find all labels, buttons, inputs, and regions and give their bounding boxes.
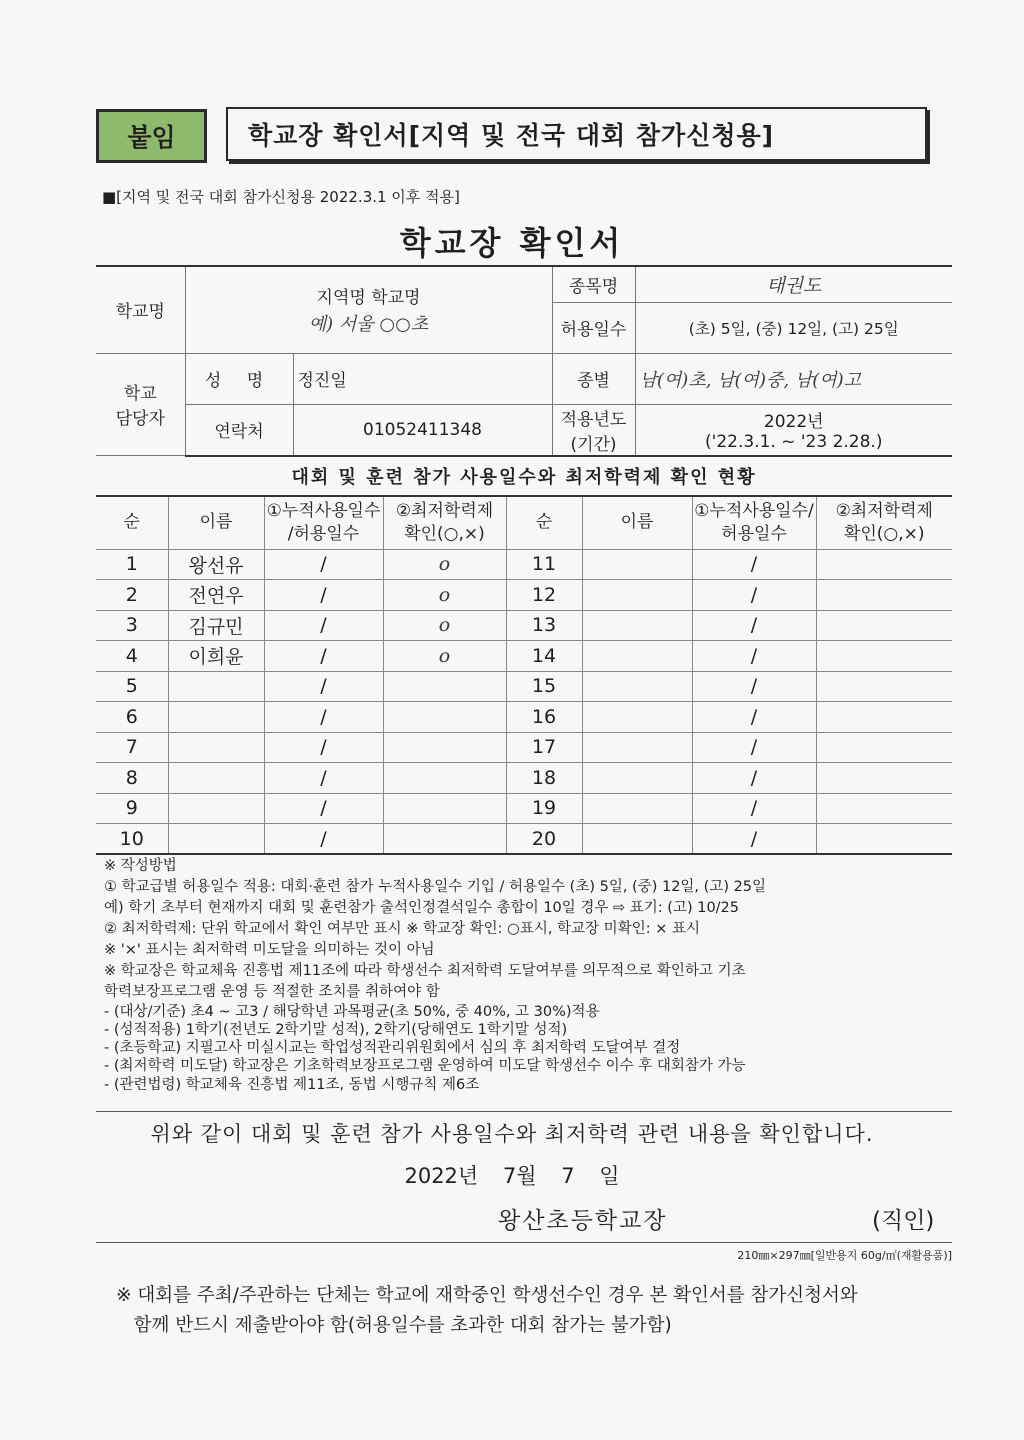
academic-check-right xyxy=(816,732,952,763)
note-line: - (초등학교) 지필고사 미실시교는 학업성적관리위원회에서 심의 후 최저학력 도달여부 결정 xyxy=(104,1040,681,1057)
note-line: ① 학교급별 허용일수 적용: 대회·훈련 참가 누적사용일수 기입 / 허용일수 (초) 5일, (중) 12일, (고) 25일 xyxy=(104,879,767,896)
contact-person-label-1: 학교 xyxy=(123,384,157,405)
table-row xyxy=(96,824,952,855)
academic-check xyxy=(383,671,506,702)
row-number-right: 17 xyxy=(506,732,582,763)
row-number-right: 12 xyxy=(506,580,582,611)
days-used: / xyxy=(264,763,383,794)
student-name-right xyxy=(582,732,692,763)
student-name xyxy=(168,671,264,702)
student-name xyxy=(168,824,264,855)
academic-check-right xyxy=(816,549,952,580)
row-number: 8 xyxy=(96,763,168,794)
paper-size-note: 210㎜×297㎜[일반용지 60g/㎡(재활용품)] xyxy=(737,1249,952,1262)
academic-check-right xyxy=(816,671,952,702)
sport-label: 종목명 xyxy=(552,266,635,302)
col-check-1: ②최저학력제 xyxy=(395,500,494,521)
divider xyxy=(96,1242,952,1243)
contact-person-label xyxy=(96,353,185,456)
table-row xyxy=(96,793,952,824)
academic-check: o xyxy=(383,549,506,580)
col-name: 이름 xyxy=(168,496,264,549)
row-number-right: 15 xyxy=(506,671,582,702)
col-days-right-2: 허용일수 xyxy=(721,523,787,544)
row-number: 6 xyxy=(96,702,168,733)
row-number: 7 xyxy=(96,732,168,763)
student-name xyxy=(168,702,264,733)
days-used: / xyxy=(264,824,383,855)
row-number-right: 14 xyxy=(506,641,582,672)
confirmation-text: 위와 같이 대회 및 훈련 참가 사용일수와 최저학력 관련 내용을 확인합니다. xyxy=(150,1122,874,1146)
page-title: 학교장 확인서 xyxy=(399,224,625,262)
row-number: 9 xyxy=(96,793,168,824)
student-name-right xyxy=(582,549,692,580)
row-number: 10 xyxy=(96,824,168,855)
student-name: 왕선유 xyxy=(168,549,264,580)
academic-check-right xyxy=(816,702,952,733)
note-line: - (관련법령) 학교체육 진흥법 제11조, 동법 시행규칙 제6조 xyxy=(104,1076,480,1093)
info-table xyxy=(96,265,952,457)
contact-person-label-2: 담당자 xyxy=(115,409,165,430)
days-used-right: / xyxy=(692,732,816,763)
days-used-right: / xyxy=(692,824,816,855)
year-cell xyxy=(635,404,952,456)
note-line: - (성적적용) 1학기(전년도 2학기말 성적), 2학기(당해연도 1학기말 성적) xyxy=(104,1022,568,1039)
row-number-right: 19 xyxy=(506,793,582,824)
col-check-2: 확인(○,×) xyxy=(404,523,485,544)
academic-check xyxy=(383,702,506,733)
days-used-right: / xyxy=(692,549,816,580)
academic-check: o xyxy=(383,610,506,641)
student-name-right xyxy=(582,641,692,672)
student-name-right xyxy=(582,671,692,702)
year-label-1: 적용년도 xyxy=(560,409,627,430)
section-title: 대회 및 훈련 참가 사용일수와 최저학력제 확인 현황 xyxy=(291,467,757,488)
phone-value: 01052411348 xyxy=(293,404,552,456)
col-check xyxy=(383,496,506,549)
days-used: / xyxy=(264,732,383,763)
col-name-right: 이름 xyxy=(582,496,692,549)
year-label-2: (기간) xyxy=(570,434,617,455)
days-used-right: / xyxy=(692,763,816,794)
category-value: 남(여)초, 남(여)중, 남(여)고 xyxy=(635,353,952,404)
academic-check xyxy=(383,763,506,794)
year-label xyxy=(552,404,635,456)
academic-check xyxy=(383,824,506,855)
row-number-right: 11 xyxy=(506,549,582,580)
issue-date: 2022년 7월 7 일 xyxy=(404,1164,620,1188)
academic-check-right xyxy=(816,763,952,794)
days-used: / xyxy=(264,580,383,611)
table-row xyxy=(96,702,952,733)
days-used-right: / xyxy=(692,610,816,641)
header-title: 학교장 확인서[지역 및 전국 대회 참가신청용] xyxy=(226,107,927,161)
col-check-right-2: 확인(○,×) xyxy=(843,523,925,544)
col-check-right xyxy=(816,496,952,549)
days-used: / xyxy=(264,549,383,580)
student-name-right xyxy=(582,824,692,855)
period-value: ('22.3.1. ~ '23 2.28.) xyxy=(705,432,883,452)
table-row xyxy=(96,671,952,702)
student-name: 이희윤 xyxy=(168,641,264,672)
status-table xyxy=(96,495,952,855)
col-days xyxy=(264,496,383,549)
school-hint: 지역명 학교명 xyxy=(316,288,421,309)
phone-label: 연락처 xyxy=(185,404,293,456)
footer-line-1: ※ 대회를 주최/주관하는 단체는 학교에 재학중인 학생선수인 경우 본 확인서를 참가신청서와 xyxy=(116,1285,858,1306)
divider xyxy=(96,1111,952,1112)
student-name-right xyxy=(582,580,692,611)
student-name xyxy=(168,793,264,824)
note-line: ※ 작성방법 xyxy=(104,858,177,874)
attachment-badge: 붙임 xyxy=(96,109,207,163)
academic-check: o xyxy=(383,580,506,611)
row-number: 4 xyxy=(96,641,168,672)
footer-note xyxy=(116,1281,946,1340)
allowed-days-value: (초) 5일, (중) 12일, (고) 25일 xyxy=(635,302,952,353)
note-line: 예) 학기 초부터 현재까지 대회 및 훈련참가 출석인정결석일수 총합이 10일 경우 ⇨ 표기: (고) 10/25 xyxy=(104,900,740,917)
row-number: 5 xyxy=(96,671,168,702)
table-row xyxy=(96,763,952,794)
subtitle: ■[지역 및 전국 대회 참가신청용 2022.3.1 이후 적용] xyxy=(102,188,460,206)
days-used-right: / xyxy=(692,702,816,733)
student-name-right xyxy=(582,763,692,794)
days-used-right: / xyxy=(692,580,816,611)
academic-check-right xyxy=(816,824,952,855)
col-check-right-1: ②최저학력제 xyxy=(835,500,933,521)
year-value: 2022년 xyxy=(763,412,824,432)
category-label: 종별 xyxy=(552,353,635,404)
row-number-right: 13 xyxy=(506,610,582,641)
student-name: 전연우 xyxy=(168,580,264,611)
days-used: / xyxy=(264,702,383,733)
school-example: 예) 서울 ○○초 xyxy=(308,314,429,336)
table-row xyxy=(96,641,952,672)
school-label: 학교명 xyxy=(96,266,185,353)
col-days-right-1: ①누적사용일수/ xyxy=(694,500,814,521)
name-label: 성 명 xyxy=(185,353,293,404)
days-used: / xyxy=(264,610,383,641)
note-line: 학력보장프로그램 운영 등 적절한 조치를 취하여야 함 xyxy=(104,984,440,1001)
writing-notes xyxy=(104,856,964,1094)
note-line: ② 최저학력제: 단위 학교에서 확인 여부만 표시 ※ 학교장 확인: ○표시, 학교장 미확인: × 표시 xyxy=(104,921,700,938)
days-used: / xyxy=(264,793,383,824)
academic-check xyxy=(383,793,506,824)
academic-check-right xyxy=(816,610,952,641)
days-used: / xyxy=(264,641,383,672)
col-days-2: /허용일수 xyxy=(287,523,360,544)
table-row xyxy=(96,732,952,763)
row-number-right: 18 xyxy=(506,763,582,794)
student-name xyxy=(168,763,264,794)
table-row xyxy=(96,549,952,580)
student-name-right xyxy=(582,610,692,641)
student-name-right xyxy=(582,793,692,824)
note-line: - (대상/기준) 초4 ~ 고3 / 해당학년 과목평균(초 50%, 중 40%, 고 30%)적용 xyxy=(104,1004,600,1021)
days-used-right: / xyxy=(692,793,816,824)
academic-check-right xyxy=(816,641,952,672)
row-number-right: 20 xyxy=(506,824,582,855)
days-used-right: / xyxy=(692,641,816,672)
col-no-right: 순 xyxy=(506,496,582,549)
note-line: - (최저학력 미도달) 학교장은 기초학력보장프로그램 운영하여 미도달 학생선수 이수 후 대회참가 가능 xyxy=(104,1058,746,1075)
row-number: 2 xyxy=(96,580,168,611)
table-row xyxy=(96,580,952,611)
note-line: ※ 학교장은 학교체육 진흥법 제11조에 따라 학생선수 최저학력 도달여부를 의무적으로 확인하고 기초 xyxy=(104,963,746,980)
student-name xyxy=(168,732,264,763)
academic-check xyxy=(383,732,506,763)
academic-check-right xyxy=(816,793,952,824)
footer-line-2: 함께 반드시 제출받아야 함(허용일수를 초과한 대회 참가는 불가함) xyxy=(116,1314,672,1336)
table-row xyxy=(96,610,952,641)
academic-check-right xyxy=(816,580,952,611)
seal-label: (직인) xyxy=(872,1208,935,1234)
row-number-right: 16 xyxy=(506,702,582,733)
row-number: 3 xyxy=(96,610,168,641)
student-name-right xyxy=(582,702,692,733)
col-days-right xyxy=(692,496,816,549)
days-used: / xyxy=(264,671,383,702)
col-days-1: ①누적사용일수 xyxy=(266,500,381,521)
note-line: ※ '×' 표시는 최저학력 미도달을 의미하는 것이 아님 xyxy=(104,942,435,959)
allowed-days-label: 허용일수 xyxy=(552,302,635,353)
col-no: 순 xyxy=(96,496,168,549)
row-number: 1 xyxy=(96,549,168,580)
sport-value: 태권도 xyxy=(635,266,952,302)
principal-name: 왕산초등학교장 xyxy=(498,1208,668,1234)
name-value: 정진일 xyxy=(293,353,552,404)
academic-check: o xyxy=(383,641,506,672)
school-cell xyxy=(185,266,552,353)
student-name: 김규민 xyxy=(168,610,264,641)
days-used-right: / xyxy=(692,671,816,702)
